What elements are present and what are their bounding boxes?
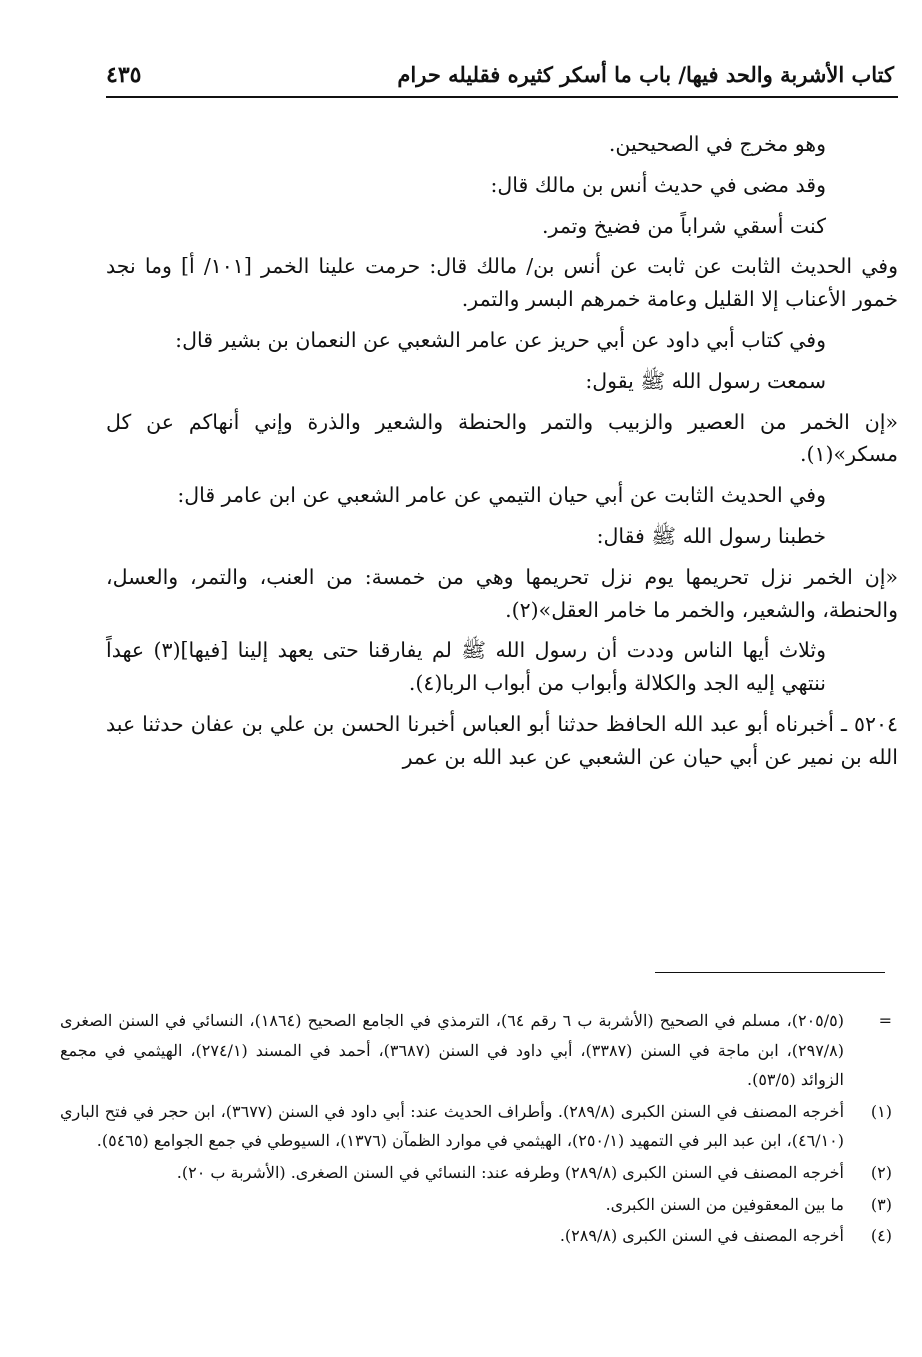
footnote-text: أخرجه المصنف في السنن الكبرى (٢٨٩/٨). bbox=[559, 1226, 844, 1246]
numbered-hadith: ٥٢٠٤ ـ أخبرناه أبو عبد الله الحافظ حدثنا أبو العباس أخبرنا الحسن بن علي بن عفان حدثنا عبد الله بن نمير عن أبي حيان عن الشعبي عن عبد الله بن عمر bbox=[106, 711, 898, 769]
footnote bbox=[60, 1190, 898, 1220]
paragraph: وفي الحديث الثابت عن أبي حيان التيمي عن عامر الشعبي عن ابن عامر قال: bbox=[177, 483, 826, 508]
footnote-marker: (٢) bbox=[870, 1162, 892, 1182]
paragraph: وهو مخرج في الصحيحين. bbox=[608, 132, 826, 156]
footnote bbox=[60, 1221, 898, 1251]
main-text bbox=[106, 128, 898, 782]
footnote-text: (٢٠٥/٥)، مسلم في الصحيح (الأشربة ب ٦ رقم ٦٤)، الترمذي في الجامع الصحيح (١٨٦٤)، النسائي في السنن الصغرى (٢٩٧/٨)، ابن ماجة في السنن (٣٣٨٧)، أبي داود في السنن (٣٦٨٧)، أحمد في المسند (٢٧٤/١)، الهيثمي في مجمع الزوائد (٥٣/٥). bbox=[60, 1011, 845, 1090]
paragraph: سمعت رسول الله ﷺ يقول: bbox=[585, 368, 826, 393]
footnote bbox=[60, 1158, 898, 1188]
footnote bbox=[60, 1006, 898, 1095]
paragraph: وقد مضى في حديث أنس بن مالك قال: bbox=[490, 172, 826, 197]
header-divider bbox=[106, 96, 898, 98]
footnote-text: أخرجه المصنف في السنن الكبرى (٢٨٩/٨). وأطراف الحديث عند: أبي داود في السنن (٣٦٧٧)، ابن حجر في فتح الباري (٤٦/١٠)، ابن عبد البر في التمهيد (٢٥٠/١)، الهيثمي في موارد الظمآن (١٣٧٦)، السيوطي في جمع الجوامع (٥٤٦٥). bbox=[60, 1101, 845, 1151]
paragraph: وثلاث أيها الناس وددت أن رسول الله ﷺ لم يفارقنا حتى يعهد إلينا [فيها](٣) عهداً ننتهي إليه الجد والكلالة وأبواب من أبواب الربا(٤). bbox=[106, 638, 827, 696]
page-number: ٤٣٥ bbox=[106, 62, 142, 88]
paragraph: وفي الحديث الثابت عن ثابت عن أنس بن/ مالك قال: حرمت علينا الخمر [١٠١/ أ] وما نجد خمور الأعناب إلا القليل وعامة خمرهم البسر والتمر. bbox=[106, 254, 898, 312]
hadith-quote: «إن الخمر نزل تحريمها يوم نزل تحريمها وهي من خمسة: من العنب، والتمر، والعسل، والحنطة، والشعير، والخمر ما خامر العقل»(٢). bbox=[106, 564, 898, 622]
footnote-marker: = bbox=[878, 1011, 892, 1030]
footnote-separator bbox=[655, 972, 885, 973]
footnotes bbox=[60, 1006, 898, 1253]
paragraph: كنت أسقي شراباً من فضيخ وتمر. bbox=[542, 213, 826, 238]
footnote-text: أخرجه المصنف في السنن الكبرى (٢٨٩/٨) وطرفه عند: النسائي في السنن الصغرى. (الأشربة ب ٢٠). bbox=[176, 1162, 844, 1182]
footnote-marker: (٤) bbox=[870, 1226, 892, 1246]
running-header bbox=[106, 58, 894, 98]
footnote-text: ما بين المعقوفين من السنن الكبرى. bbox=[605, 1194, 844, 1214]
footnote-marker: (٣) bbox=[870, 1194, 892, 1214]
footnote-marker: (١) bbox=[870, 1101, 892, 1121]
paragraph: خطبنا رسول الله ﷺ فقال: bbox=[596, 523, 826, 548]
paragraph: وفي كتاب أبي داود عن أبي حريز عن عامر الشعبي عن النعمان بن بشير قال: bbox=[175, 327, 826, 352]
hadith-quote: «إن الخمر من العصير والزبيب والتمر والحنطة والشعير والذرة وإني أنهاكم عن كل مسكر»(١). bbox=[106, 409, 898, 467]
footnote bbox=[60, 1097, 898, 1156]
chapter-title: كتاب الأشربة والحد فيها/ باب ما أسكر كثيره فقليله حرام bbox=[397, 62, 894, 87]
